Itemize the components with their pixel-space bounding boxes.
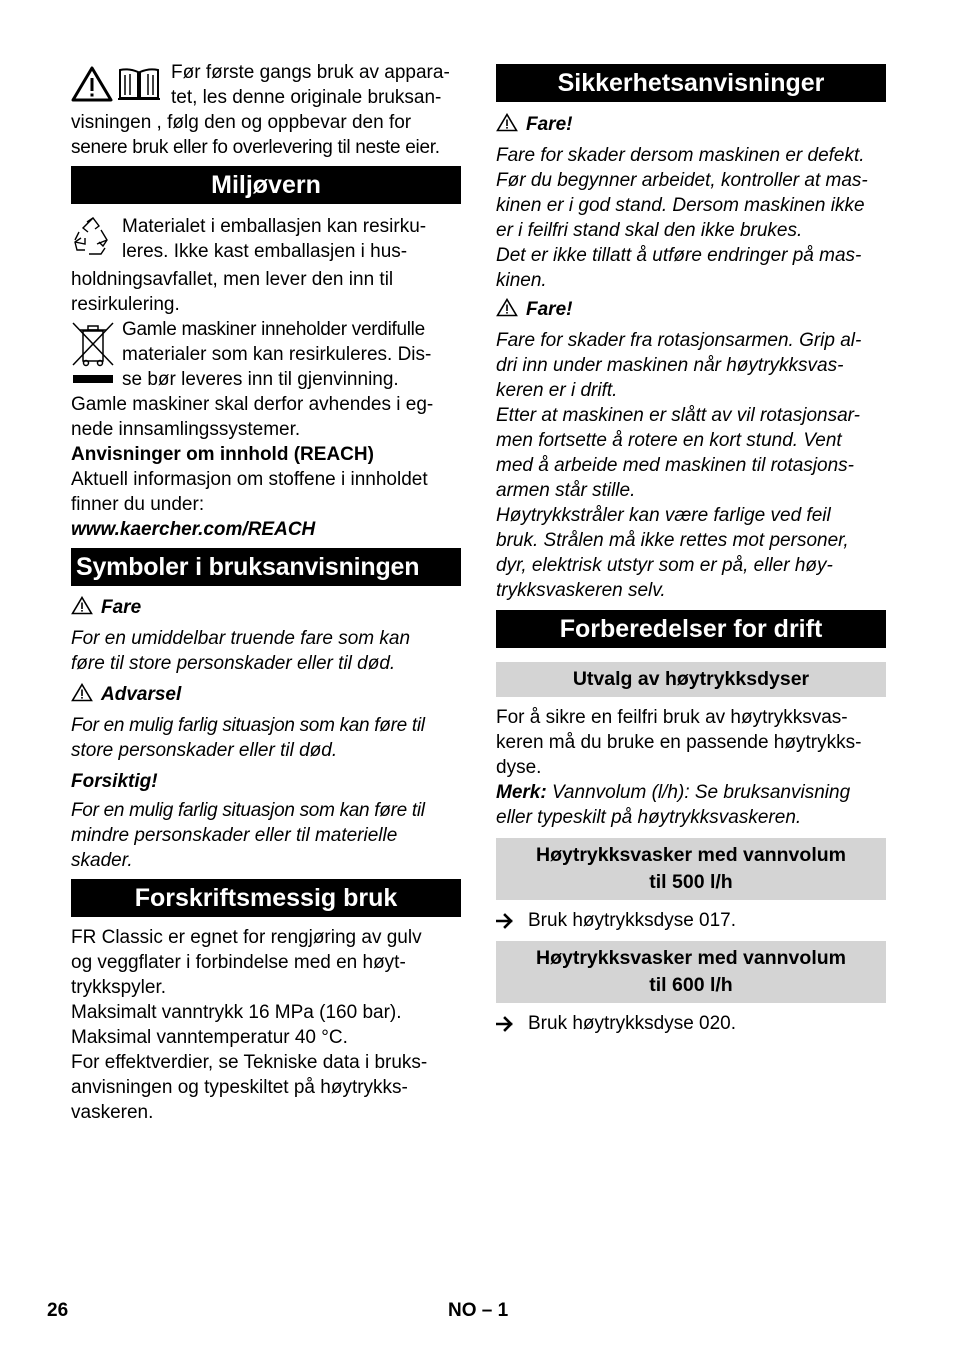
fare2-text: med å arbeide med maskinen til rotasjons- <box>496 455 855 476</box>
forskrift-text: Maksimal vanntemperatur 40 °C. <box>71 1027 348 1048</box>
weee-text: se bør leveres inn til gjenvinning. <box>122 369 399 390</box>
fare2-text: bruk. Strålen må ikke rettes mot personer, <box>496 530 849 551</box>
reach-title: Anvisninger om innhold (REACH) <box>71 444 374 465</box>
fare2-text: Fare for skader fra rotasjonsarmen. Grip al- <box>496 330 862 351</box>
heading-forberedelser: Forberedelser for drift <box>496 610 886 648</box>
intro-line: senere bruk eller fo overlevering til neste eier. <box>71 137 440 158</box>
reach-text: Aktuell informasjon om stoffene i innholdet <box>71 469 428 490</box>
arrow-right-icon <box>496 913 514 929</box>
weee-text: materialer som kan resirkuleres. Dis- <box>122 344 432 365</box>
warning-icon <box>496 113 518 139</box>
heading-miljovern: Miljøvern <box>71 166 461 204</box>
fare1-text: kinen er i god stand. Dersom maskinen ikke <box>496 195 865 216</box>
fare1-text: Før du begynner arbeidet, kontroller at mas- <box>496 170 868 191</box>
heading-forskrift: Forskriftsmessig bruk <box>71 879 461 917</box>
fare1-text: Det er ikke tillatt å utføre endringer på mas- <box>496 245 862 266</box>
subheading-500-line: Høytrykksvasker med vannvolum <box>536 844 846 866</box>
intro-line: Før første gangs bruk av appara- <box>171 62 450 83</box>
dyser-text: dyse. <box>496 757 542 778</box>
weee-block <box>71 317 461 392</box>
advarsel-text: store personskader eller til død. <box>71 740 338 761</box>
recycle-icon <box>71 216 115 267</box>
advarsel-label-row <box>71 682 461 709</box>
fare2-body <box>496 328 886 603</box>
heading-sikkerhet: Sikkerhetsanvisninger <box>496 64 886 102</box>
list-item-text: Bruk høytrykksdyse 017. <box>528 910 737 931</box>
warning-icon <box>496 298 518 324</box>
fare2-text: Etter at maskinen er slått av vil rotasjonsar- <box>496 405 860 426</box>
advarsel-label: Advarsel <box>101 684 182 705</box>
fare-label: Fare <box>101 597 142 618</box>
forskrift-text: anvisningen og typeskiltet på høytrykks- <box>71 1077 408 1098</box>
fare2-text: Høytrykkstråler kan være farlige ved feil <box>496 505 831 526</box>
forskrift-text: For effektverdier, se Tekniske data i bruks- <box>71 1052 428 1073</box>
fare2-text: dyr, elektrisk utstyr som er på, eller høy- <box>496 555 833 576</box>
fare1-body <box>496 143 886 293</box>
subheading-500-line: til 500 l/h <box>649 871 733 893</box>
fare2-text: keren er i drift. <box>496 380 618 401</box>
fare1-text: er i feilfri stand skal den ikke brukes. <box>496 220 803 241</box>
warning-icon <box>71 683 93 709</box>
weee-text: Gamle maskiner inneholder verdifulle <box>122 319 425 340</box>
section-label: NO – 1 <box>448 1300 509 1321</box>
left-column <box>71 60 461 1125</box>
fare1-label: Fare! <box>526 114 573 135</box>
heading-symboler: Symboler i bruksanvisningen <box>71 548 461 586</box>
dyser-body <box>496 705 886 830</box>
merk-label: Merk: <box>496 782 547 803</box>
fare1-text: Fare for skader dersom maskinen er defekt. <box>496 145 865 166</box>
fare-text: For en umiddelbar truende fare som kan <box>71 628 411 649</box>
recycle-text: holdningsavfallet, men lever den inn til <box>71 269 394 290</box>
intro-line: visningen , følg den og oppbevar den for <box>71 112 412 133</box>
fare1-label-row <box>496 112 886 139</box>
fare2-label: Fare! <box>526 299 573 320</box>
dyser-text: For å sikre en feilfri bruk av høytrykksvas- <box>496 707 848 728</box>
subheading-500 <box>496 838 886 900</box>
fare2-text: trykksvaskeren selv. <box>496 580 666 601</box>
advarsel-text: For en mulig farlig situasjon som kan føre til <box>71 715 425 736</box>
forsiktig-text: skader. <box>71 850 133 871</box>
forsiktig-text: mindre personskader eller til materielle <box>71 825 398 846</box>
recycle-text: Materialet i emballasjen kan resirku- <box>122 216 427 237</box>
forsiktig-label: Forsiktig! <box>71 771 158 792</box>
forskrift-text: vaskeren. <box>71 1102 154 1123</box>
weee-text: nede innsamlingssystemer. <box>71 419 301 440</box>
fare2-label-row <box>496 297 886 324</box>
fare-label-row <box>71 595 461 622</box>
recycle-block <box>71 214 461 267</box>
fare-text: føre til store personskader eller til død. <box>71 653 396 674</box>
right-column <box>496 64 886 1036</box>
crossed-bin-icon <box>71 321 115 392</box>
recycle-text: leres. Ikke kast emballasjen i hus- <box>122 241 408 262</box>
subheading-600-line: Høytrykksvasker med vannvolum <box>536 947 846 969</box>
fare2-text: armen står stille. <box>496 480 636 501</box>
subheading-dyser: Utvalg av høytrykksdyser <box>496 662 886 697</box>
list-item <box>496 1011 886 1036</box>
weee-text: Gamle maskiner skal derfor avhendes i eg- <box>71 394 434 415</box>
subheading-600-line: til 600 l/h <box>649 974 733 996</box>
dyser-text: keren må du bruke en passende høytrykks- <box>496 732 862 753</box>
subheading-600 <box>496 941 886 1003</box>
merk-note <box>496 780 886 805</box>
forskrift-text: FR Classic er egnet for rengjøring av gulv <box>71 927 422 948</box>
intro-block <box>71 60 461 110</box>
fare2-text: dri inn under maskinen når høytrykksvas- <box>496 355 844 376</box>
forskrift-text: Maksimalt vanntrykk 16 MPa (160 bar). <box>71 1002 402 1023</box>
arrow-right-icon <box>496 1016 514 1032</box>
warning-icon <box>71 596 93 622</box>
reach-link[interactable]: www.kaercher.com/REACH <box>71 519 316 540</box>
page-number: 26 <box>47 1300 69 1321</box>
forskrift-text: trykkspyler. <box>71 977 167 998</box>
merk-text: Vannvolum (l/h): Se bruksanvisning <box>546 782 851 803</box>
list-item-text: Bruk høytrykksdyse 020. <box>528 1013 737 1034</box>
merk-text: eller typeskilt på høytrykksvaskeren. <box>496 807 802 828</box>
manual-book-icon <box>117 66 161 110</box>
forskrift-body <box>71 925 461 1125</box>
reach-text: finner du under: <box>71 494 205 515</box>
warning-triangle-icon <box>71 66 113 110</box>
forskrift-text: og veggflater i forbindelse med en høyt- <box>71 952 406 973</box>
forsiktig-text: For en mulig farlig situasjon som kan føre til <box>71 800 425 821</box>
intro-line: tet, les denne originale bruksan- <box>171 87 442 108</box>
list-item <box>496 908 886 933</box>
fare2-text: men fortsette å rotere en kort stund. Vent <box>496 430 842 451</box>
recycle-text: resirkulering. <box>71 294 180 315</box>
fare1-text: kinen. <box>496 270 547 291</box>
